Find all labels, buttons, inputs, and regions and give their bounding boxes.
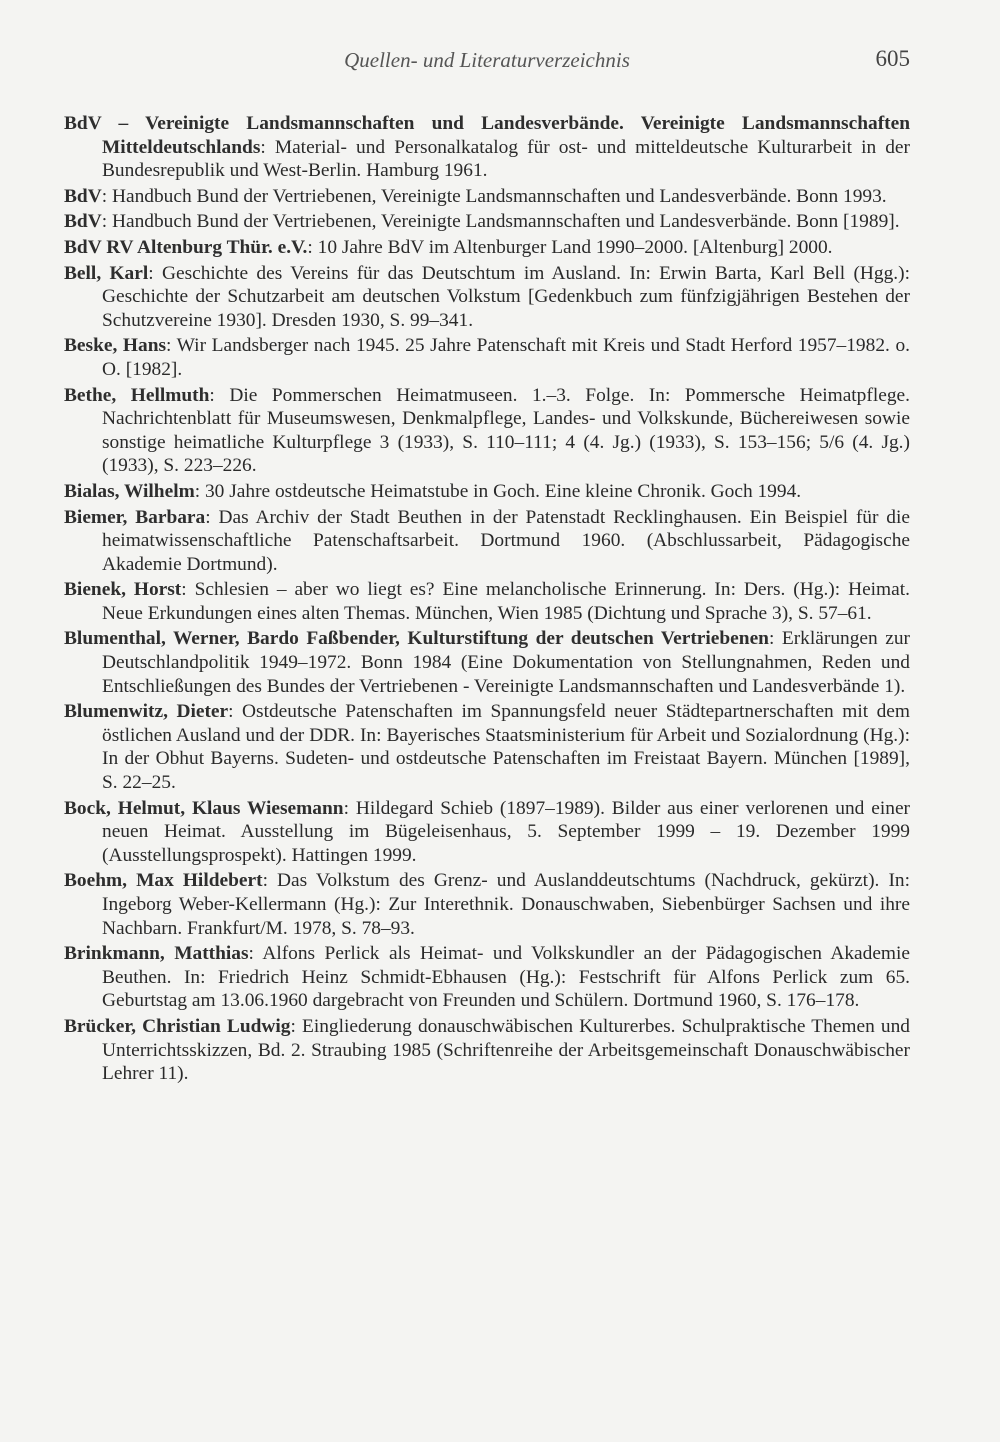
bibliography-entry	[64, 262, 910, 333]
entry-text: : Hildegard Schieb (1897–1989). Bilder aus einer verlorenen und einer neuen Heimat. Ausstellung im Bügeleisenhaus, 5. September 1999 – 19. Dezember 1999 (Ausstellungsprospekt). Hattingen 1999.	[102, 797, 911, 866]
entry-text: : Das Archiv der Stadt Beuthen in der Patenstadt Recklinghausen. Ein Beispiel für die heimatwissenschaftliche Patenschaftsarbeit. Dortmund 1960. (Abschlussarbeit, Pädagogische Akademie Dortmund).	[102, 506, 910, 575]
entry-author: BdV – Vereinigte Landsmannschaften und Landesverbände. Vereinigte Landsmannschaften Mitteldeutschlands	[64, 113, 910, 158]
entry-text: : Alfons Perlick als Heimat- und Volkskundler an der Pädagogischen Akademie Beuthen. In: Friedrich Heinz Schmidt-Ebhausen (Hg.): Festschrift für Alfons Perlick zum 65. Geburtstag am 13.06.1960 dargebracht von Freunden und Schülern. Dortmund 1960, S. 176–178.	[102, 943, 910, 1012]
bibliography-entry	[64, 869, 910, 940]
entry-text: : Eingliederung donauschwäbischen Kulturerbes. Schulpraktische Themen und Unterrichtsskizzen, Bd. 2. Straubing 1985 (Schriftenreihe der Arbeitsgemeinschaft Donauschwäbischer Lehrer 11).	[102, 1015, 910, 1085]
entry-author: Bienek, Horst	[64, 579, 182, 601]
bibliography-entry	[64, 797, 910, 868]
entry-author: Bialas, Wilhelm	[64, 480, 195, 502]
entry-author: Boehm, Max Hildebert	[64, 870, 263, 892]
entry-text: : Ostdeutsche Patenschaften im Spannungsfeld neuer Städtepartnerschaften mit dem östlichen Ausland und der DDR. In: Bayerisches Staatsministerium für Arbeit und Sozialordnung (Hg.): In der Obhut Bayerns. Sudeten- und ostdeutsche Patenschaften im Freistaat Bayern. München [1989], S. 22–25.	[102, 701, 910, 794]
bibliography-entry	[64, 185, 910, 209]
entry-text: : Handbuch Bund der Vertriebenen, Vereinigte Landsmannschaften und Landesverbände. Bonn [1989].	[101, 211, 900, 233]
entry-text: : Wir Landsberger nach 1945. 25 Jahre Patenschaft mit Kreis und Stadt Herford 1957–1982. o. O. [1982].	[102, 335, 910, 380]
entry-author: BdV	[64, 211, 102, 233]
bibliography-entry	[64, 112, 910, 183]
bibliography-entry	[64, 627, 910, 698]
entry-text: : Handbuch Bund der Vertriebenen, Vereinigte Landsmannschaften und Landesverbände. Bonn 1993.	[101, 185, 887, 207]
entry-author: Blumenthal, Werner, Bardo Faßbender, Kulturstiftung der deutschen Vertriebenen	[64, 628, 769, 650]
entry-author: BdV	[64, 185, 102, 207]
entry-text: : Erklärungen zur Deutschlandpolitik 1949–1972. Bonn 1984 (Eine Dokumentation von Stellungnahmen, Reden und Entschließungen des Bundes der Vertriebenen - Vereinigte Landsmannschaften und Landesverbände 1).	[102, 628, 910, 697]
bibliography-entry	[64, 506, 910, 577]
entry-author: Blumenwitz, Dieter	[64, 701, 229, 723]
bibliography-list	[64, 112, 910, 1088]
entry-author: Bell, Karl	[64, 262, 149, 284]
entry-text: : 30 Jahre ostdeutsche Heimatstube in Goch. Eine kleine Chronik. Goch 1994.	[194, 480, 802, 502]
bibliography-entry	[64, 578, 910, 625]
entry-author: Bethe, Hellmuth	[64, 384, 210, 406]
bibliography-entry	[64, 480, 910, 504]
entry-text: : Das Volkstum des Grenz- und Auslanddeutschtums (Nachdruck, gekürzt). In: Ingeborg Weber-Kellermann (Hg.): Zur Interethnik. Donauschwaben, Siebenbürger Sachsen und ihre Nachbarn. Frankfurt/M. 1978, S. 78–93.	[102, 870, 910, 939]
entry-text: : Die Pommerschen Heimatmuseen. 1.–3. Folge. In: Pommersche Heimatpflege. Nachrichtenblatt für Museumswesen, Denkmalpflege, Landes- und Volkskunde, Büchereiwesen sowie sonstige heimatliche Kulturpflege 3 (1933), S. 110–111; 4 (4. Jg.) (1933), S. 153–156; 5/6 (4. Jg.) (1933), S. 223–226.	[102, 384, 910, 477]
running-head	[64, 46, 910, 76]
entry-text: : 10 Jahre BdV im Altenburger Land 1990–2000. [Altenburg] 2000.	[307, 236, 833, 258]
entry-author: Beske, Hans	[64, 335, 167, 357]
entry-text: : Geschichte des Vereins für das Deutschtum im Ausland. In: Erwin Barta, Karl Bell (Hgg.): Geschichte der Schutzarbeit am deutschen Volkstum [Gedenkbuch zum fünfzigjährigen Bestehen der Schutzvereine 1930]. Dresden 1930, S. 99–341.	[102, 262, 910, 331]
bibliography-entry	[64, 942, 910, 1013]
entry-text: : Material- und Personalkatalog für ost- und mitteldeutsche Kulturarbeit in der Bundesrepublik und West-Berlin. Hamburg 1961.	[102, 136, 910, 182]
entry-author: Biemer, Barbara	[64, 506, 206, 528]
bibliography-entry	[64, 334, 910, 381]
bibliography-entry	[64, 236, 910, 260]
entry-text: : Schlesien – aber wo liegt es? Eine melancholische Erinnerung. In: Ders. (Hg.): Heimat. Neue Erkundungen eines alten Themas. München, Wien 1985 (Dichtung und Sprache 3), S. 57–61.	[102, 579, 910, 624]
entry-author: BdV RV Altenburg Thür. e.V.	[64, 236, 308, 258]
bibliography-entry	[64, 384, 910, 478]
running-title: Quellen- und Literaturverzeichnis	[344, 48, 630, 72]
bibliography-entry	[64, 700, 910, 794]
entry-author: Brücker, Christian Ludwig	[64, 1015, 291, 1037]
page-number: 605	[875, 46, 910, 71]
bibliography-entry	[64, 1015, 910, 1086]
bibliography-entry	[64, 210, 910, 234]
entry-author: Brinkmann, Matthias	[64, 943, 249, 965]
entry-author: Bock, Helmut, Klaus Wiesemann	[64, 797, 344, 819]
